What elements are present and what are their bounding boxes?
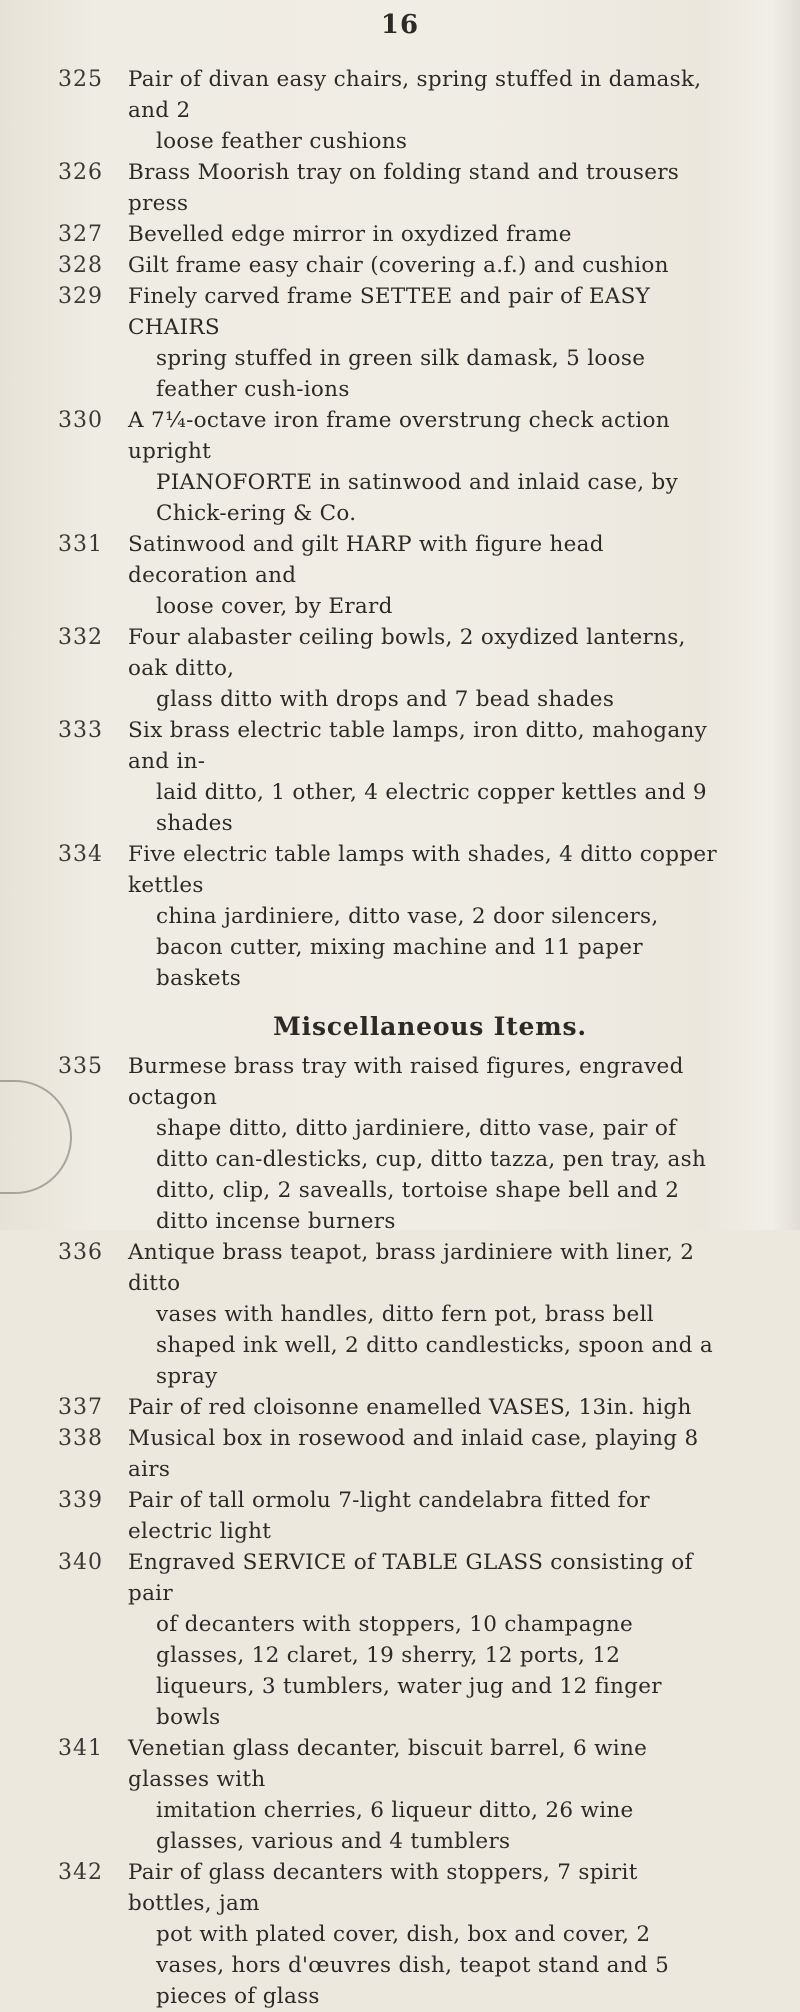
- lot-description-first-line: Venetian glass decanter, biscuit barrel, 6 wine glasses with: [128, 1736, 648, 1792]
- lot-description-first-line: Four alabaster ceiling bowls, 2 oxydized lanterns, oak ditto,: [128, 625, 686, 681]
- lot-description: [128, 1051, 723, 1237]
- lot-number: 340: [58, 1550, 103, 1575]
- lot-description-continuation: spring stuffed in green silk damask, 5 loose feather cush-ions: [156, 346, 646, 402]
- lot-entry: [0, 1547, 800, 1733]
- lot-description: [128, 715, 723, 839]
- lot-description-continuation: shape ditto, ditto jardiniere, ditto vase, pair of ditto can-dlesticks, cup, ditto tazza, pen tray, ash ditto, clip, 2 savealls, tortoise shape bell and 2 ditto incense burners: [156, 1116, 707, 1234]
- lot-entry: [0, 1733, 800, 1857]
- lot-entry: [0, 157, 800, 219]
- lot-number: 327: [58, 222, 103, 247]
- lot-description: [128, 250, 723, 281]
- lot-description: [128, 622, 723, 715]
- lot-number: 338: [58, 1426, 103, 1451]
- lot-number: 334: [58, 842, 103, 867]
- lot-entry: [0, 1392, 800, 1423]
- lot-entry: [0, 1485, 800, 1547]
- lots-miscellaneous: [0, 1051, 800, 2012]
- lot-description: [128, 219, 723, 250]
- lot-description-continuation: imitation cherries, 6 liqueur ditto, 26 wine glasses, various and 4 tumblers: [156, 1798, 634, 1854]
- lot-number: 335: [58, 1054, 103, 1079]
- lot-number: 339: [58, 1488, 103, 1513]
- lot-description: [128, 405, 723, 529]
- lot-number: 329: [58, 284, 103, 309]
- lot-entry: [0, 1051, 800, 1237]
- lot-number: 342: [58, 1860, 103, 1885]
- lot-entry: [0, 250, 800, 281]
- lot-description-first-line: Gilt frame easy chair (covering a.f.) and cushion: [128, 253, 669, 278]
- lot-description: [128, 1547, 723, 1733]
- lot-entry: [0, 219, 800, 250]
- lot-entry: [0, 1857, 800, 2012]
- lot-entry: [0, 405, 800, 529]
- page-edge-shadow: [772, 0, 800, 1230]
- lot-entry: [0, 622, 800, 715]
- lot-description-first-line: Finely carved frame SETTEE and pair of EASY CHAIRS: [128, 284, 651, 340]
- lots-furniture: [0, 64, 800, 994]
- lot-description-first-line: Engraved SERVICE of TABLE GLASS consisting of pair: [128, 1550, 693, 1606]
- lot-description-first-line: Pair of divan easy chairs, spring stuffed in damask, and 2: [128, 67, 702, 123]
- lot-number: 341: [58, 1736, 103, 1761]
- lot-number: 337: [58, 1395, 103, 1420]
- lot-description: [128, 281, 723, 405]
- lot-number: 333: [58, 718, 103, 743]
- lot-description-continuation: china jardiniere, ditto vase, 2 door silencers, bacon cutter, mixing machine and 11 paper baskets: [156, 904, 659, 991]
- lot-description-first-line: Satinwood and gilt HARP with figure head decoration and: [128, 532, 604, 588]
- lot-description: [128, 157, 723, 219]
- lot-description-first-line: Brass Moorish tray on folding stand and trousers press: [128, 160, 680, 216]
- lot-description-first-line: Pair of red cloisonne enamelled VASES, 13in. high: [128, 1395, 692, 1420]
- lot-number: 332: [58, 625, 103, 650]
- lot-number: 325: [58, 67, 103, 92]
- lot-description-first-line: Musical box in rosewood and inlaid case, playing 8 airs: [128, 1426, 699, 1482]
- lot-number: 336: [58, 1240, 103, 1265]
- page-number: 16: [380, 10, 420, 40]
- lot-number: 331: [58, 532, 103, 557]
- lot-description-first-line: Burmese brass tray with raised figures, engraved octagon: [128, 1054, 684, 1110]
- lot-description: [128, 1237, 723, 1392]
- lot-description-continuation: laid ditto, 1 other, 4 electric copper kettles and 9 shades: [156, 780, 707, 836]
- lot-list: [0, 64, 800, 2012]
- lot-entry: [0, 839, 800, 994]
- lot-description-continuation: loose cover, by Erard: [156, 594, 393, 619]
- lot-entry: [0, 1423, 800, 1485]
- lot-description: [128, 64, 723, 157]
- lot-description: [128, 839, 723, 994]
- lot-description: [128, 1423, 723, 1485]
- lot-description-first-line: A 7¼-octave iron frame overstrung check action upright: [128, 408, 670, 464]
- section-heading: Miscellaneous Items.: [273, 1012, 587, 1041]
- lot-description-first-line: Six brass electric table lamps, iron ditto, mahogany and in-: [128, 718, 708, 774]
- lot-description-first-line: Pair of tall ormolu 7-light candelabra fitted for electric light: [128, 1488, 650, 1544]
- lot-description-continuation: PIANOFORTE in satinwood and inlaid case, by Chick-ering & Co.: [156, 470, 679, 526]
- lot-description-continuation: of decanters with stoppers, 10 champagne glasses, 12 claret, 19 sherry, 12 ports, 12 liqueurs, 3 tumblers, water jug and 12 finger bowls: [156, 1612, 662, 1730]
- lot-description: [128, 1857, 723, 2012]
- lot-entry: [0, 1237, 800, 1392]
- lot-description-continuation: glass ditto with drops and 7 bead shades: [156, 687, 615, 712]
- lot-description-first-line: Bevelled edge mirror in oxydized frame: [128, 222, 572, 247]
- lot-description-first-line: Five electric table lamps with shades, 4 ditto copper kettles: [128, 842, 718, 898]
- lot-number: 330: [58, 408, 103, 433]
- lot-entry: [0, 715, 800, 839]
- lot-number: 326: [58, 160, 103, 185]
- lot-description-first-line: Antique brass teapot, brass jardiniere with liner, 2 ditto: [128, 1240, 695, 1296]
- lot-description: [128, 1485, 723, 1547]
- lot-description-continuation: loose feather cushions: [156, 129, 408, 154]
- lot-entry: [0, 281, 800, 405]
- lot-description-first-line: Pair of glass decanters with stoppers, 7 spirit bottles, jam: [128, 1860, 638, 1916]
- lot-description: [128, 529, 723, 622]
- lot-number: 328: [58, 253, 103, 278]
- lot-description-continuation: vases with handles, ditto fern pot, brass bell shaped ink well, 2 ditto candlesticks, spoon and a spray: [156, 1302, 713, 1389]
- lot-description: [128, 1392, 723, 1423]
- lot-entry: [0, 64, 800, 157]
- lot-description: [128, 1733, 723, 1857]
- lot-description-continuation: pot with plated cover, dish, box and cover, 2 vases, hors d'œuvres dish, teapot stand and 5 pieces of glass: [156, 1922, 670, 2009]
- lot-entry: [0, 529, 800, 622]
